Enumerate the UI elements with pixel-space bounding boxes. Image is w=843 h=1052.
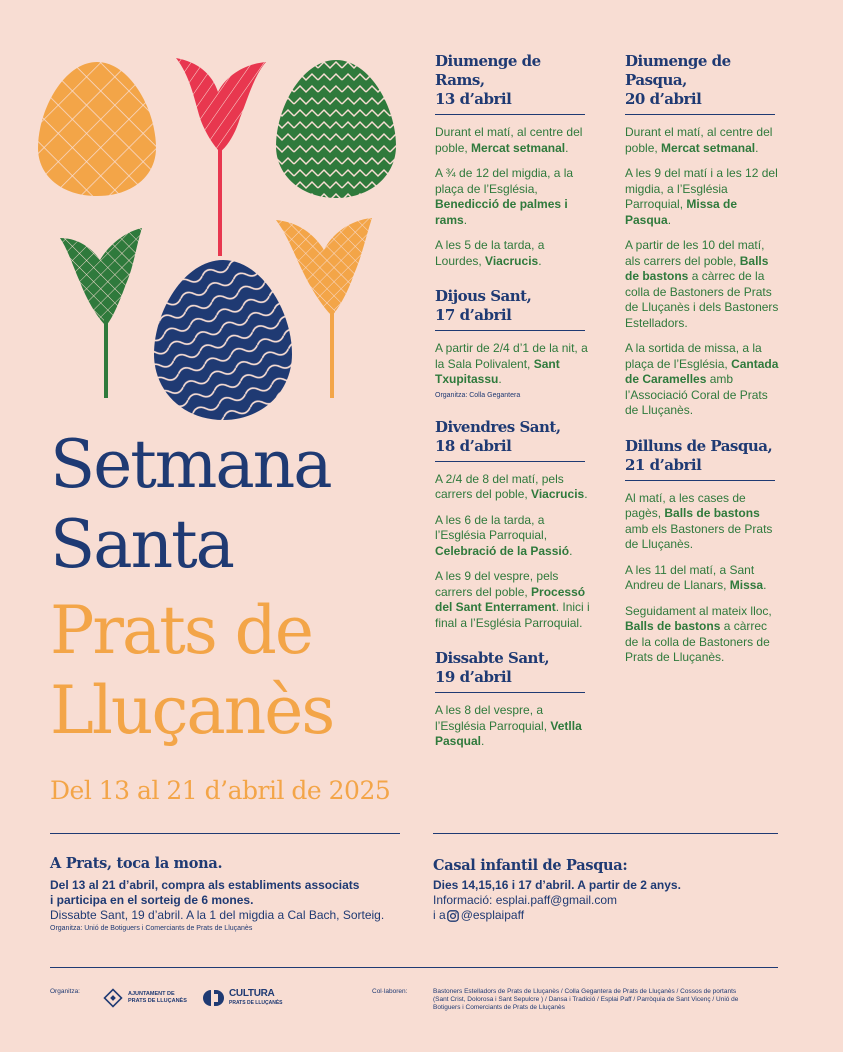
navy-egg-icon (154, 260, 292, 420)
instagram-icon (447, 910, 459, 922)
section-heading: Diumenge de Rams, 13 d’abril (435, 52, 585, 115)
divider-right (433, 833, 778, 834)
title-line-4: Lluçanès (50, 672, 334, 749)
event-item: A les 9 del matí i a les 12 del migdia, a l’Església Parroquial, Missa de Pasqua. (625, 166, 778, 227)
section-divendres-sant (435, 418, 595, 632)
organitza-label: Organitza: (50, 988, 80, 995)
section-heading: Diumenge de Pasqua, 20 d’abril (625, 52, 775, 115)
mona-line-1: Del 13 al 21 d’abril, compra als establiments associats (50, 878, 360, 892)
title-line-1: Setmana (50, 426, 331, 503)
title-line-2: Santa (50, 506, 233, 583)
section-dijous-sant (435, 287, 595, 400)
cultura-emblem-icon (202, 989, 224, 1007)
program-column-right (625, 52, 785, 684)
date-range: Del 13 al 21 d’abril de 2025 (50, 776, 391, 805)
ajuntament-logo: AJUNTAMENT DE PRATS DE LLUÇANÈS (103, 988, 187, 1008)
event-item: Seguidament al mateix lloc, Balls de bastons a càrrec de la colla de Bastoners de Prats de Lluçanès. (625, 603, 772, 664)
mona-line-2: i participa en el sorteig de 6 mones. (50, 893, 254, 907)
event-item: Al matí, a les cases de pagès, Balls de bastons amb els Bastoners de Prats de Lluçanès. (625, 490, 773, 551)
ajuntament-emblem-icon (103, 988, 123, 1008)
event-item: Durant el matí, al centre del poble, Mercat setmanal. (435, 125, 583, 155)
mona-heading: A Prats, toca la mona. (50, 855, 223, 872)
mona-organizer: Organitza: Unió de Botiguers i Comerciants de Prats de Lluçanès (50, 925, 253, 932)
collaboren-line-3: Botiguers i Comerciants de Prats de Lluçanès (433, 1004, 565, 1011)
red-palm-leaf-icon (176, 58, 266, 256)
program-column-left (435, 52, 595, 768)
casal-line-2: Informació: esplai.paff@gmail.com (433, 893, 618, 907)
collaboren-label: Col·laboren: (372, 988, 408, 995)
event-item: A les 6 de la tarda, a l’Església Parroquial, Celebració de la Passió. (435, 512, 573, 558)
organizer-note: Organitza: Colla Gegantera (435, 391, 521, 399)
divider-footer (50, 967, 778, 968)
event-item: A partir de les 10 del matí, als carrers del poble, Balls de bastons a càrrec de la colla de Bastoners de Prats de Lluçanès i dels Bastoners Estelladors. (625, 238, 779, 330)
instagram-handle[interactable]: @esplaipaff (460, 908, 525, 922)
section-heading: Dijous Sant, 17 d’abril (435, 287, 585, 331)
cultura-logo: CULTURA PRATS DE LLUÇANÈS (202, 988, 283, 1007)
event-item: A les 9 del vespre, pels carrers del poble, Processó del Sant Enterrament. Inici i final a l’Església Parroquial. (435, 569, 590, 630)
section-heading: Divendres Sant, 18 d’abril (435, 418, 585, 462)
event-item: A les 11 del matí, a Sant Andreu de Llanars, Missa. (625, 562, 767, 592)
event-item: A la sortida de missa, a la plaça de l’Església, Cantada de Caramelles amb l’Associació Coral de Prats de Lluçanès. (625, 341, 779, 417)
casal-line-1: Dies 14,15,16 i 17 d’abril. A partir de 2 anys. (433, 878, 681, 892)
section-heading: Dissabte Sant, 19 d’abril (435, 649, 585, 693)
easter-illustration (30, 48, 410, 428)
event-item: A partir de 2/4 d’1 de la nit, a la Sala Polivalent, Sant Txupitassu. (435, 341, 588, 386)
collaboren-line-1: Bastoners Estelladors de Prats de Lluçanès / Colla Gegantera de Prats de Lluçanès / Cossos de portants (433, 988, 737, 995)
event-item: A les 8 del vespre, a l’Església Parroquial, Vetlla Pasqual. (435, 703, 582, 748)
section-diumenge-rams (435, 52, 595, 269)
section-diumenge-pasqua (625, 52, 785, 419)
section-dilluns-pasqua (625, 437, 785, 666)
title-line-3: Prats de (50, 592, 312, 669)
event-item: A 2/4 de 8 del matí, pels carrers del poble, Viacrucis. (435, 471, 588, 501)
casal-line-3: i a @esplaipaff (433, 908, 525, 922)
collaboren-line-2: (Sant Crist, Dolorosa i Sant Sepulcre ) / Dansa i Tradició / Esplai Paff / Parròquia de Sant Vicenç / Unió de (433, 996, 739, 1003)
green-palm-leaf-icon (60, 228, 142, 398)
casal-heading: Casal infantil de Pasqua: (433, 857, 628, 874)
event-item: A les 5 de la tarda, a Lourdes, Viacrucis. (435, 238, 545, 268)
event-item: Durant el matí, al centre del poble, Mercat setmanal. (625, 125, 773, 155)
orange-egg-icon (38, 62, 156, 196)
green-egg-icon (276, 60, 396, 198)
divider-left (50, 833, 400, 834)
event-item: A ¾ de 12 del migdia, a la plaça de l’Església, Benedicció de palmes i rams. (435, 166, 574, 227)
section-heading: Dilluns de Pasqua, 21 d’abril (625, 437, 775, 481)
section-dissabte-sant (435, 649, 595, 750)
orange-palm-leaf-icon (276, 218, 372, 398)
mona-line-3: Dissabte Sant, 19 d’abril. A la 1 del migdia a Cal Bach, Sorteig. (50, 908, 385, 922)
